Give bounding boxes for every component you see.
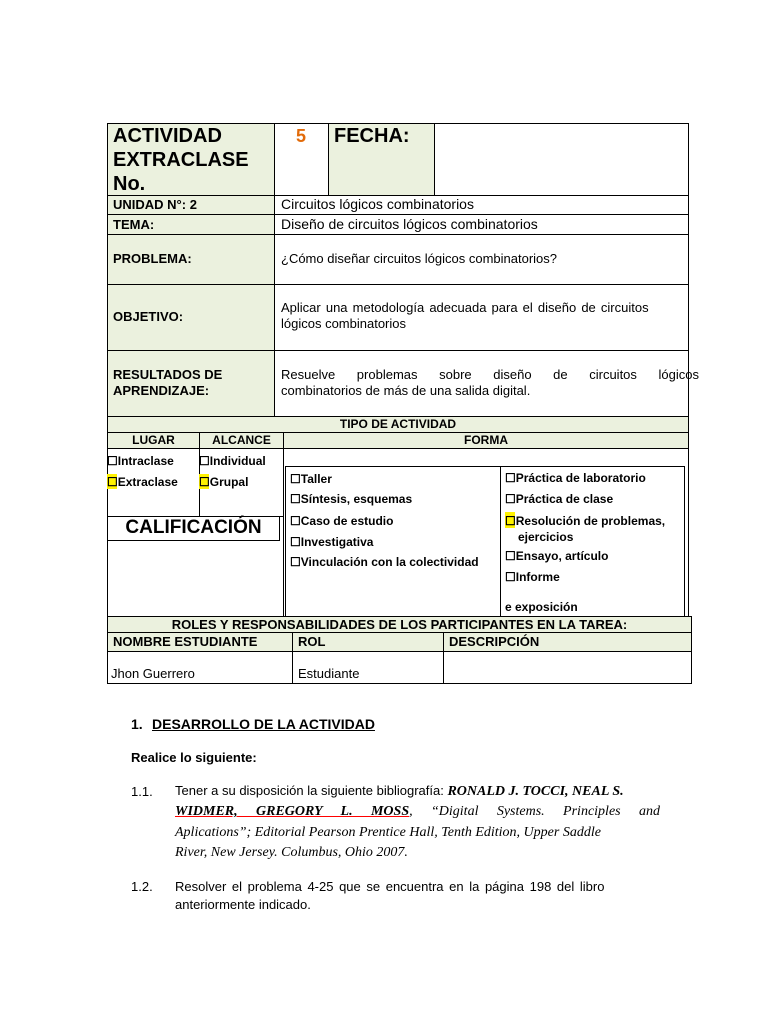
roles-title: ROLES Y RESPONSABILIDADES DE LOS PARTICIPANTES EN LA TAREA:: [171, 617, 628, 632]
forma-inner-divider: [500, 466, 501, 617]
fecha-label: FECHA:: [334, 125, 410, 147]
lugar-option-intraclase[interactable]: ☐Intraclase: [107, 454, 174, 468]
forma-option-practica-laboratorio[interactable]: ☐Práctica de laboratorio: [505, 471, 646, 485]
item-2-line-1: Resolver el problema 4-25 que se encuentra en la página 198 del libro: [175, 879, 605, 894]
lugar-header: LUGAR: [132, 433, 175, 447]
item-1-number: 1.1.: [131, 784, 153, 799]
resultados-label-line-2: APRENDIZAJE:: [113, 383, 210, 398]
item-1-line-4: River, New Jersey. Columbus, Ohio 2007.: [175, 845, 408, 860]
forma-option-ensayo[interactable]: ☐Ensayo, artículo: [505, 549, 609, 563]
item-1-line-1: [175, 782, 660, 801]
alcance-forma-divider: [283, 448, 284, 617]
forma-option-resolucion[interactable]: ☐Resolución de problemas,: [505, 514, 666, 528]
forma-option-resolucion-cont: ejercicios: [518, 530, 574, 544]
calificacion-label: CALIFICACIÓN: [125, 517, 262, 538]
forma-option-investigativa[interactable]: ☐Investigativa: [290, 535, 374, 549]
fecha-value-cell[interactable]: [434, 123, 689, 196]
unidad-value: Circuitos lógicos combinatorios: [281, 196, 474, 212]
item-2-line-2: anteriormente indicado.: [175, 897, 311, 912]
tipo-actividad-title: TIPO DE ACTIVIDAD: [339, 417, 457, 431]
forma-option-exposicion[interactable]: e exposición: [505, 600, 578, 614]
objetivo-label: OBJETIVO:: [113, 309, 184, 324]
resultados-line-1: Resuelve problemas sobre diseño de circuitos lógicos: [281, 367, 699, 382]
forma-header: FORMA: [464, 433, 508, 447]
item-1-title-a: , “Digital Systems. Principles and: [409, 804, 660, 819]
problema-value: ¿Cómo diseñar circuitos lógicos combinatorios?: [281, 251, 558, 266]
tema-label: TEMA:: [113, 217, 155, 232]
roles-nombre-value: Jhon Guerrero: [111, 666, 195, 681]
tema-value: Diseño de circuitos lógicos combinatorios: [281, 216, 538, 232]
item-1-intro: Tener a su disposición la siguiente bibliografía:: [175, 783, 448, 798]
roles-header-nombre: NOMBRE ESTUDIANTE: [113, 634, 258, 649]
tipo-right-border: [688, 448, 689, 617]
forma-option-caso-estudio[interactable]: ☐Caso de estudio: [290, 514, 394, 528]
forma-option-practica-clase[interactable]: ☐Práctica de clase: [505, 492, 614, 506]
forma-option-sintesis[interactable]: ☐Síntesis, esquemas: [290, 492, 413, 506]
alcance-option-grupal[interactable]: ☐Grupal: [199, 475, 249, 489]
roles-rol-value: Estudiante: [298, 666, 360, 681]
item-2-number: 1.2.: [131, 879, 153, 894]
problema-label: PROBLEMA:: [113, 251, 192, 266]
forma-option-informe[interactable]: ☐Informe: [505, 570, 560, 584]
activity-label-line-1: ACTIVIDAD: [113, 125, 222, 147]
unidad-label: UNIDAD N°: 2: [113, 197, 197, 212]
resultados-line-2: combinatorios de más de una salida digital.: [281, 383, 531, 398]
alcance-option-individual[interactable]: ☐Individual: [199, 454, 266, 468]
item-1-line-2: [175, 802, 660, 821]
objetivo-line-2: lógicos combinatorios: [281, 316, 407, 331]
objetivo-line-1: Aplicar una metodología adecuada para el diseño de circuitos: [281, 300, 649, 315]
forma-option-taller[interactable]: ☐Taller: [290, 472, 332, 486]
item-1-authors-a: RONALD J. TOCCI, NEAL S.: [447, 784, 624, 799]
section-number: 1.: [131, 716, 143, 732]
lugar-option-extraclase[interactable]: ☐Extraclase: [107, 475, 178, 489]
roles-descripcion-cell[interactable]: [443, 651, 692, 684]
roles-header-descripcion: DESCRIPCIÓN: [449, 634, 540, 649]
item-1-line-3: Aplications”; Editorial Pearson Prentice Hall, Tenth Edition, Upper Saddle: [175, 825, 601, 840]
forma-option-vinculacion[interactable]: ☐Vinculación con la colectividad: [290, 555, 479, 569]
item-1-authors-b: WIDMER, GREGORY L. MOSS: [175, 804, 410, 819]
activity-label-line-2: EXTRACLASE: [113, 149, 249, 171]
roles-header-rol: ROL: [298, 634, 326, 649]
instruction-text: Realice lo siguiente:: [131, 750, 257, 765]
resultados-label-line-1: RESULTADOS DE: [113, 367, 223, 382]
section-title: DESARROLLO DE LA ACTIVIDAD: [152, 716, 375, 732]
alcance-header: ALCANCE: [212, 433, 271, 447]
activity-number: 5: [296, 126, 307, 146]
activity-label-line-3: No.: [113, 173, 146, 195]
